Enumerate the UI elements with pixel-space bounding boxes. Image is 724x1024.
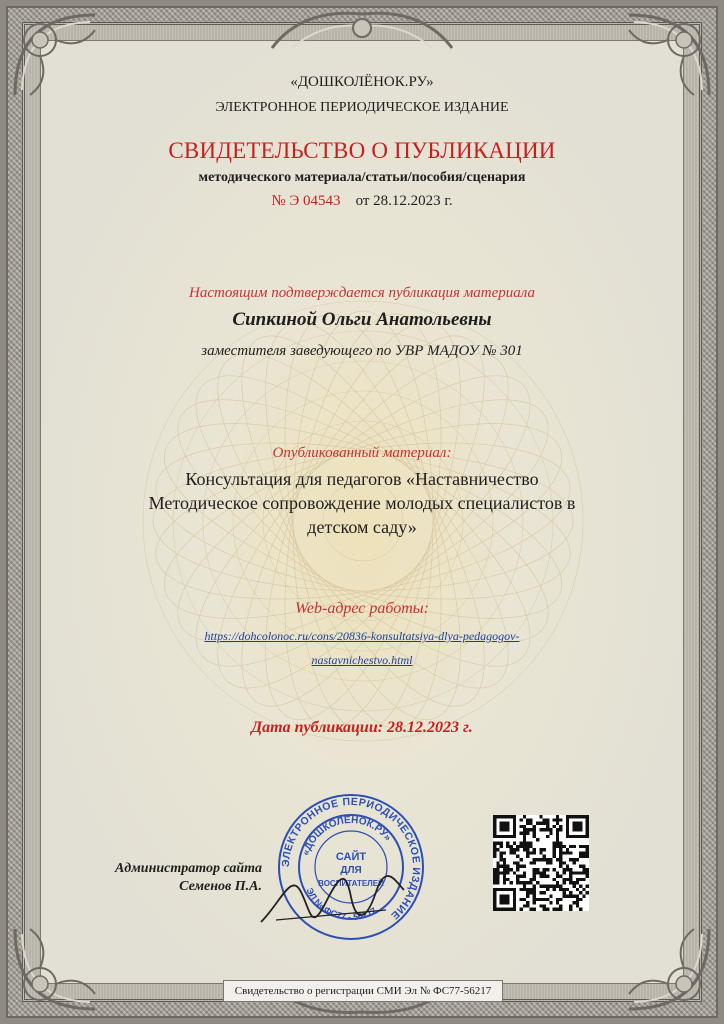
corner-ornament-bottom-left	[10, 924, 100, 1014]
published-material-label: Опубликованный материал:	[272, 445, 452, 461]
publication-date: Дата публикации: 28.12.2023 г.	[251, 719, 473, 736]
person-position: заместителя заведующего по УВР МАДОУ № 301	[201, 343, 523, 359]
top-scroll-ornament	[262, 4, 462, 56]
person-name: Сипкиной Ольги Анатольевны	[232, 309, 492, 330]
work-url[interactable]	[140, 624, 584, 672]
handwritten-signature	[256, 862, 406, 942]
publication-type: ЭЛЕКТРОННОЕ ПЕРИОДИЧЕСКОЕ ИЗДАНИЕ	[215, 100, 509, 115]
signature-block	[115, 860, 262, 896]
confirm-text: Настоящим подтверждается публикация материала	[189, 285, 535, 301]
stamp-center-line-2: ДЛЯ	[340, 865, 362, 876]
certificate-number: № Э 04543	[271, 193, 341, 209]
work-url-link-line-2[interactable]: nastavnichestvo.html	[311, 653, 413, 667]
stamp-outer-text: ЭЛЕКТРОННОЕ ПЕРИОДИЧЕСКОЕ ИЗДАНИЕ	[279, 795, 423, 922]
material-title: Консультация для педагогов «Наставничество Методическое сопровождение молодых специалистов в детском саду»	[148, 469, 576, 537]
registration-footer: Свидетельство о регистрации СМИ Эл № ФС77-56217	[223, 980, 503, 1002]
corner-ornament-bottom-right	[624, 924, 714, 1014]
site-name: «ДОШКОЛЁНОК.РУ»	[290, 74, 434, 90]
admin-name: Семенов П.А.	[179, 879, 262, 894]
certificate-title: СВИДЕТЕЛЬСТВО О ПУБЛИКАЦИИ	[168, 138, 556, 163]
stamp-inner-text: «ДОШКОЛЁНОК.РУ»	[300, 814, 394, 857]
web-address-label: Web-адрес работы:	[295, 600, 429, 617]
stamp-center-line-3: ВОСПИТАТЕЛЕЙ	[318, 879, 384, 888]
qr-code	[493, 815, 589, 911]
certificate-number-line	[0, 193, 724, 210]
certificate-date: от 28.12.2023 г.	[355, 193, 453, 209]
stamp-registration-text: ЭЛ № ФС77 - 56217	[304, 886, 379, 923]
work-url-link-line-1[interactable]: https://dohcolonoc.ru/cons/20836-konsultatsiya-dlya-pedagogov-	[204, 629, 520, 643]
stamp-center-line-1: САЙТ	[335, 851, 367, 863]
admin-role: Администратор сайта	[114, 861, 262, 876]
certificate-subtitle: методического материала/статьи/пособия/сценария	[198, 170, 526, 185]
